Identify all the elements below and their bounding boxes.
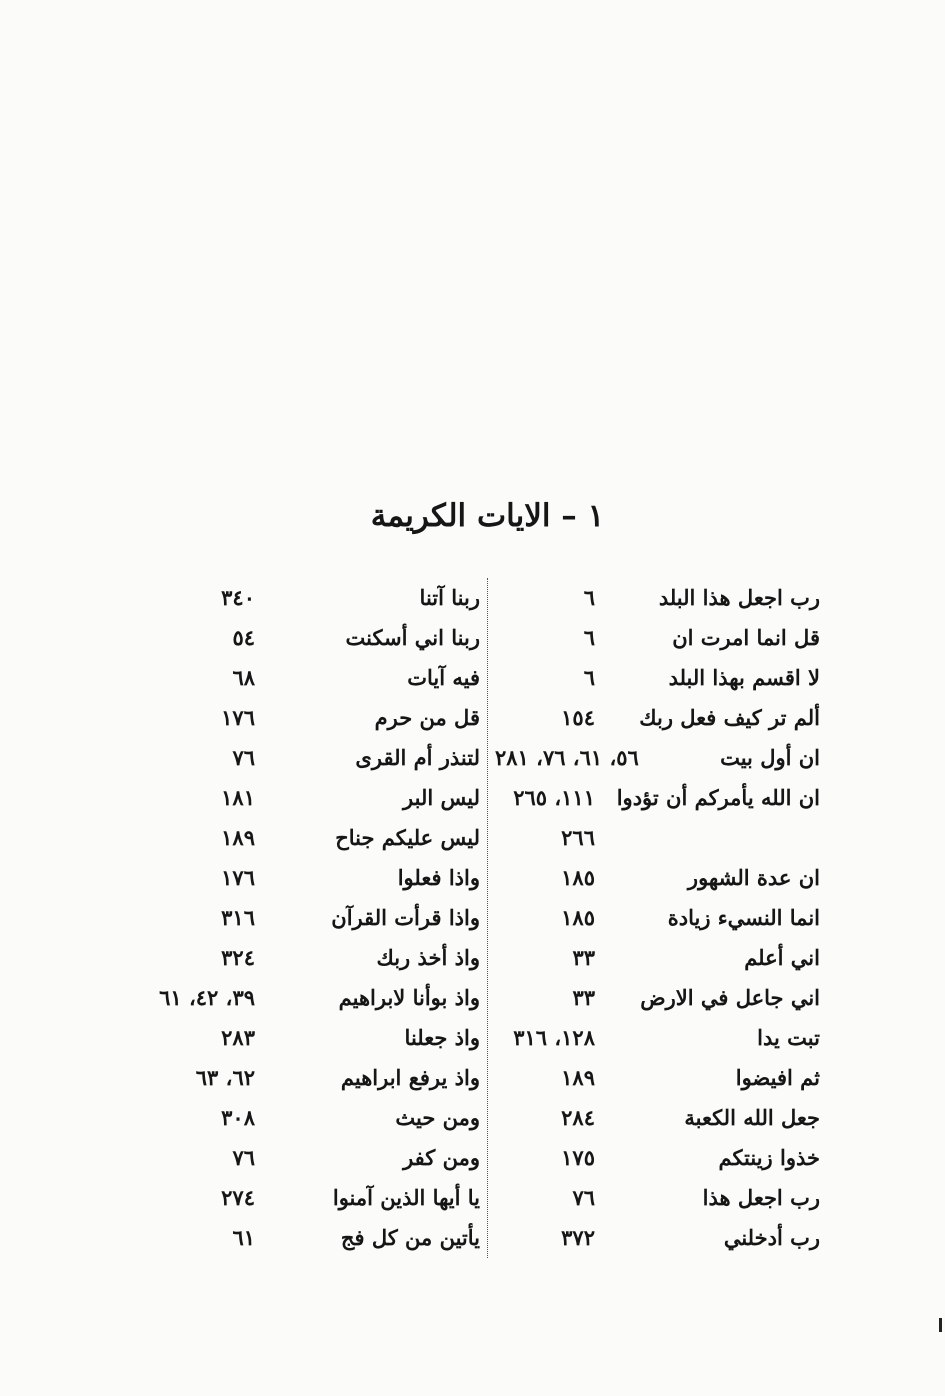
- page-numbers-right: ٦: [583, 585, 595, 610]
- page-numbers-left: ٢٨٣: [221, 1025, 255, 1050]
- verse-text-left: ربنا اني أسكنت: [345, 625, 480, 650]
- verse-text-left: فيه آيات: [407, 665, 480, 690]
- verse-text-left: يأتين من كل فج: [340, 1225, 480, 1250]
- verse-text-right: قل انما امرت ان: [672, 625, 820, 650]
- verse-text-left: واذ جعلنا: [404, 1025, 480, 1050]
- verse-text-right: ان أول بيت: [720, 745, 820, 770]
- index-row: [150, 658, 825, 698]
- index-row: [150, 1178, 825, 1218]
- page-numbers-left: ٧٦: [232, 1145, 255, 1170]
- page-numbers-right: ١٥٤: [561, 705, 595, 730]
- page-numbers-right: ٦: [583, 665, 595, 690]
- page-numbers-left: ١٨٩: [221, 825, 255, 850]
- verse-text-left: ليس عليكم جناح: [335, 825, 480, 850]
- verse-text-right: رب اجعل هذا البلد: [658, 585, 820, 610]
- verse-text-left: واذا فعلوا: [397, 865, 480, 890]
- index-row: [150, 778, 825, 818]
- page-numbers-left: ٦١: [232, 1225, 255, 1250]
- page-numbers-right: ٧٦: [572, 1185, 595, 1210]
- page-numbers-right: ٢٨٤: [561, 1105, 595, 1130]
- page-title: ١ – الايات الكريمة: [370, 498, 605, 534]
- index-row: [150, 858, 825, 898]
- page-numbers-right: ٢٦٦: [561, 825, 595, 850]
- page-numbers-left: ٧٦: [232, 745, 255, 770]
- index-row: [150, 938, 825, 978]
- index-row: [150, 818, 825, 858]
- page-numbers-right: ١٨٥: [561, 905, 595, 930]
- page-numbers-left: ١٨١: [221, 785, 255, 810]
- verse-text-right: اني أعلم: [744, 945, 820, 970]
- page-numbers-right: ١٨٥: [561, 865, 595, 890]
- edge-mark: [939, 1318, 942, 1332]
- index-row: [150, 978, 825, 1018]
- verse-text-left: لتنذر أم القرى: [355, 745, 480, 770]
- index-row: [150, 578, 825, 618]
- page-numbers-left: ١٧٦: [221, 705, 255, 730]
- page-numbers-left: ٣٢٤: [221, 945, 255, 970]
- verse-text-left: ومن حيث: [395, 1105, 480, 1130]
- index-row: [150, 1018, 825, 1058]
- page-numbers-right: ٥٦، ٦١، ٧٦، ٢٨١: [495, 745, 639, 770]
- page-numbers-right: ٦: [583, 625, 595, 650]
- page-numbers-right: ١٢٨، ٣١٦: [513, 1025, 595, 1050]
- index-row: [150, 618, 825, 658]
- page-numbers-right: ٣٣: [572, 945, 595, 970]
- verse-text-left: ومن كفر: [403, 1145, 480, 1170]
- page-numbers-right: ٣٧٢: [561, 1225, 595, 1250]
- verse-text-left: واذا قرأت القرآن: [331, 905, 480, 930]
- page-numbers-left: ٦٨: [232, 665, 255, 690]
- index-row: [150, 1218, 825, 1258]
- verse-text-right: ألم تر كيف فعل ربك: [639, 705, 820, 730]
- page-numbers-right: ١٧٥: [561, 1145, 595, 1170]
- verse-text-left: واذ يرفع ابراهيم: [340, 1065, 480, 1090]
- page-numbers-left: ٣٤٠: [221, 585, 255, 610]
- page-numbers-left: ٢٧٤: [221, 1185, 255, 1210]
- verse-text-right: ثم افيضوا: [735, 1065, 820, 1090]
- verse-text-right: اني جاعل في الارض: [640, 985, 820, 1010]
- verse-text-right: خذوا زينتكم: [718, 1145, 820, 1170]
- verse-text-right: تبت يدا: [757, 1025, 820, 1050]
- index-row: [150, 738, 825, 778]
- page-numbers-left: ٦٢، ٦٣: [195, 1065, 255, 1090]
- verse-text-right: رب أدخلني: [723, 1225, 820, 1250]
- verse-text-left: ليس البر: [403, 785, 480, 810]
- verse-text-right: ان الله يأمركم أن تؤدوا: [616, 785, 820, 810]
- page-numbers-left: ٣١٦: [221, 905, 255, 930]
- page-numbers-right: ١٨٩: [561, 1065, 595, 1090]
- verse-text-right: رب اجعل هذا: [702, 1185, 820, 1210]
- page-numbers-left: ٣٠٨: [221, 1105, 255, 1130]
- index-row: [150, 698, 825, 738]
- verse-index-table: [150, 578, 825, 1258]
- verse-text-right: لا اقسم بهذا البلد: [668, 665, 820, 690]
- verse-text-left: واذ أخذ ربك: [376, 945, 480, 970]
- verse-text-right: ان عدة الشهور: [687, 865, 820, 890]
- page-numbers-left: ٣٩، ٤٢، ٦١: [159, 985, 255, 1010]
- verse-text-right: انما النسيء زيادة: [667, 905, 820, 930]
- page-numbers-left: ١٧٦: [221, 865, 255, 890]
- index-row: [150, 898, 825, 938]
- index-row: [150, 1058, 825, 1098]
- page-numbers-right: ٣٣: [572, 985, 595, 1010]
- verse-text-left: ربنا آتنا: [419, 585, 480, 610]
- verse-text-left: قل من حرم: [374, 705, 480, 730]
- index-row: [150, 1098, 825, 1138]
- page-numbers-right: ١١١، ٢٦٥: [513, 785, 595, 810]
- page-numbers-left: ٥٤: [232, 625, 255, 650]
- verse-text-right: جعل الله الكعبة: [684, 1105, 820, 1130]
- verse-text-left: يا أيها الذين آمنوا: [332, 1185, 480, 1210]
- index-row: [150, 1138, 825, 1178]
- verse-text-left: واذ بوأنا لابراهيم: [338, 985, 480, 1010]
